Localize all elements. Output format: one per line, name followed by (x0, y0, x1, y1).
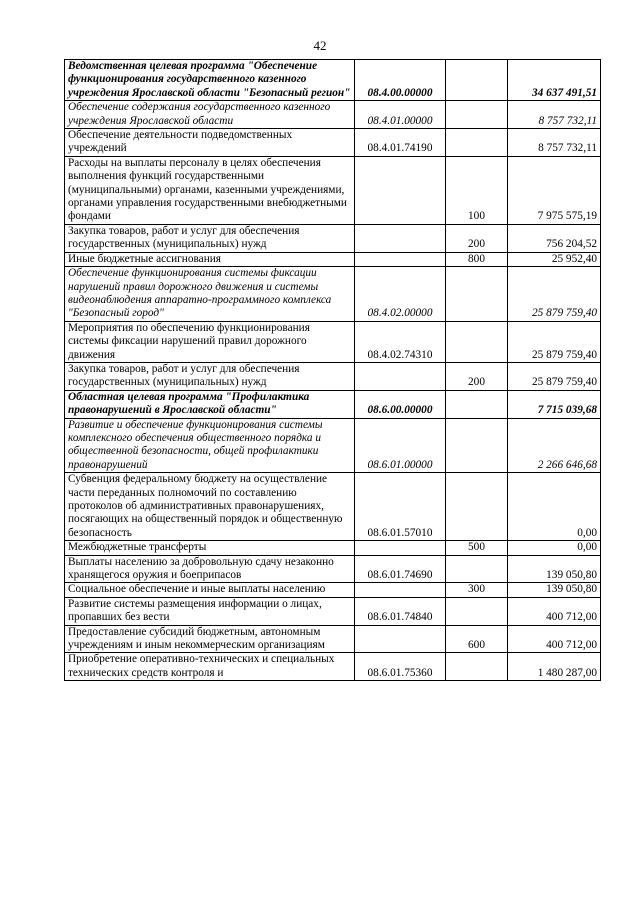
item-code-cell: 08.6.01.00000 (355, 418, 446, 473)
item-name-cell: Выплаты населению за добровольную сдачу незаконно хранящегося оружия и боеприпасов (65, 555, 355, 583)
expense-type-cell: 100 (446, 156, 508, 224)
page-number: 42 (313, 38, 327, 53)
item-name-cell: Предоставление субсидий бюджетным, автономным учреждениям и иным некоммерческим организациям (65, 625, 355, 653)
expense-type-cell (446, 60, 508, 101)
program-row (65, 60, 601, 101)
expense-type-cell (446, 653, 508, 681)
item-name-cell: Расходы на выплаты персоналу в целях обеспечения выполнения функций государственными (муниципальными) органами, казенными учреждениями, органами управления государственными внебюджетными фондами (65, 156, 355, 224)
table-row (65, 321, 601, 362)
amount-cell: 139 050,80 (508, 555, 601, 583)
table-row (65, 156, 601, 224)
table-row (65, 625, 601, 653)
item-code-cell: 08.4.01.74190 (355, 129, 446, 157)
budget-table (64, 59, 601, 681)
item-name-cell: Ведомственная целевая программа "Обеспечение функционирования государственного казенного учреждения Ярославской области "Безопасный регион" (65, 60, 355, 101)
table-row (65, 653, 601, 681)
item-code-cell: 08.6.01.57010 (355, 473, 446, 541)
item-name-cell: Развитие системы размещения информации о лицах, пропавших без вести (65, 597, 355, 625)
item-code-cell: 08.4.02.74310 (355, 321, 446, 362)
item-name-cell: Социальное обеспечение и иные выплаты населению (65, 583, 355, 597)
item-code-cell: 08.4.02.00000 (355, 267, 446, 322)
amount-cell: 25 879 759,40 (508, 321, 601, 362)
table-row (65, 583, 601, 597)
table-row (65, 473, 601, 541)
table-row (65, 129, 601, 157)
item-name-cell: Приобретение оперативно-технических и специальных технических средств контроля и (65, 653, 355, 681)
amount-cell: 2 266 646,68 (508, 418, 601, 473)
amount-cell: 7 975 575,19 (508, 156, 601, 224)
item-name-cell: Областная целевая программа "Профилактика правонарушений в Ярославской области" (65, 390, 355, 418)
subprogram-row (65, 418, 601, 473)
item-name-cell: Субвенция федеральному бюджету на осуществление части переданных полномочий по составлению протоколов об административных правонарушениях, посягающих на общественный порядок и общественную безопасность (65, 473, 355, 541)
expense-type-cell (446, 390, 508, 418)
table-row (65, 555, 601, 583)
item-name-cell: Иные бюджетные ассигнования (65, 252, 355, 266)
amount-cell: 0,00 (508, 473, 601, 541)
item-name-cell: Закупка товаров, работ и услуг для обеспечения государственных (муниципальных) нужд (65, 362, 355, 390)
item-code-cell: 08.6.00.00000 (355, 390, 446, 418)
expense-type-cell (446, 597, 508, 625)
budget-table-body (65, 60, 601, 681)
amount-cell: 400 712,00 (508, 625, 601, 653)
amount-cell: 139 050,80 (508, 583, 601, 597)
amount-cell: 25 879 759,40 (508, 362, 601, 390)
expense-type-cell (446, 267, 508, 322)
expense-type-cell (446, 101, 508, 129)
expense-type-cell (446, 555, 508, 583)
amount-cell: 25 879 759,40 (508, 267, 601, 322)
amount-cell: 8 757 732,11 (508, 101, 601, 129)
amount-cell: 400 712,00 (508, 597, 601, 625)
expense-type-cell: 800 (446, 252, 508, 266)
item-code-cell: 08.6.01.74840 (355, 597, 446, 625)
table-row (65, 362, 601, 390)
expense-type-cell (446, 129, 508, 157)
expense-type-cell: 300 (446, 583, 508, 597)
amount-cell: 8 757 732,11 (508, 129, 601, 157)
item-name-cell: Мероприятия по обеспечению функционирования системы фиксации нарушений правил дорожного движения (65, 321, 355, 362)
item-name-cell: Обеспечение деятельности подведомственных учреждений (65, 129, 355, 157)
item-name-cell: Обеспечение функционирования системы фиксации нарушений правил дорожного движения и системы видеонаблюдения аппаратно-программного комплекса "Безопасный город" (65, 267, 355, 322)
item-code-cell (355, 156, 446, 224)
expense-type-cell: 500 (446, 541, 508, 555)
expense-type-cell: 200 (446, 224, 508, 252)
table-row (65, 252, 601, 266)
subprogram-row (65, 267, 601, 322)
expense-type-cell (446, 321, 508, 362)
item-code-cell: 08.6.01.75360 (355, 653, 446, 681)
expense-type-cell: 200 (446, 362, 508, 390)
amount-cell: 0,00 (508, 541, 601, 555)
item-code-cell (355, 252, 446, 266)
table-row (65, 541, 601, 555)
item-code-cell: 08.4.01.00000 (355, 101, 446, 129)
amount-cell: 7 715 039,68 (508, 390, 601, 418)
item-name-cell: Обеспечение содержания государственного казенного учреждения Ярославской области (65, 101, 355, 129)
table-row (65, 224, 601, 252)
subprogram-row (65, 101, 601, 129)
item-code-cell (355, 362, 446, 390)
expense-type-cell (446, 473, 508, 541)
item-code-cell (355, 583, 446, 597)
expense-type-cell (446, 418, 508, 473)
amount-cell: 25 952,40 (508, 252, 601, 266)
amount-cell: 34 637 491,51 (508, 60, 601, 101)
amount-cell: 1 480 287,00 (508, 653, 601, 681)
item-name-cell: Межбюджетные трансферты (65, 541, 355, 555)
item-code-cell (355, 224, 446, 252)
item-code-cell: 08.6.01.74690 (355, 555, 446, 583)
item-code-cell: 08.4.00.00000 (355, 60, 446, 101)
program-row (65, 390, 601, 418)
item-name-cell: Закупка товаров, работ и услуг для обеспечения государственных (муниципальных) нужд (65, 224, 355, 252)
item-name-cell: Развитие и обеспечение функционирования системы комплексного обеспечения общественного порядка и общественной безопасности, общей профилактики правонарушений (65, 418, 355, 473)
item-code-cell (355, 625, 446, 653)
expense-type-cell: 600 (446, 625, 508, 653)
item-code-cell (355, 541, 446, 555)
amount-cell: 756 204,52 (508, 224, 601, 252)
table-row (65, 597, 601, 625)
